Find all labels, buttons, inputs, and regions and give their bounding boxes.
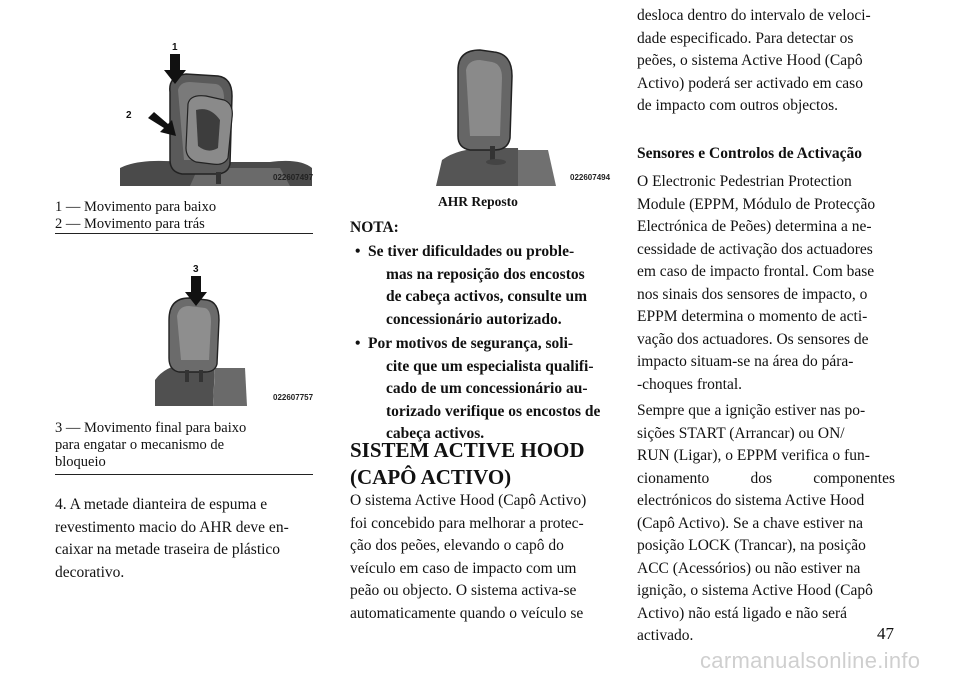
subheading-sensors: Sensores e Controlos de Activação: [637, 145, 863, 162]
callout-3: 3: [193, 264, 199, 275]
figure-code: 022607497: [273, 173, 314, 182]
caption-rule: [55, 233, 313, 234]
caption-figure-1: 1 — Movimento para baixo 2 — Movimento para trás: [55, 199, 217, 232]
figure-code: 022607494: [570, 173, 611, 182]
note-bullet-1: • Se tiver dificuldades ou proble- mas na reposição dos encostos de cabeça activos, consulte um concessionário autorizado.: [355, 243, 588, 328]
note-label: NOTA:: [350, 219, 399, 236]
active-hood-continued: desloca dentro do intervalo de veloci- dade especificado. Para detectar os peões, o sistema Active Hood (Capô Activo) poderá ser activado em caso de impacto com outros objectos.: [637, 7, 871, 114]
page-number: 47: [877, 624, 894, 643]
callout-1: 1: [172, 42, 178, 53]
active-hood-intro: O sistema Active Hood (Capô Activo) foi concebido para melhorar a protec- ção dos peões, elevando o capô do veículo em caso de impacto com um peão ou objecto. O sistema activa-se automaticamente quando o veículo se: [350, 492, 587, 622]
watermark: carmanualsonline.info: [700, 648, 921, 673]
section-heading: SISTEM ACTIVE HOOD (CAPÔ ACTIVO): [350, 438, 585, 489]
caption-figure-2: 3 — Movimento final para baixo para engatar o mecanismo de bloqueio: [55, 420, 247, 470]
figure-code: 022607757: [273, 393, 314, 402]
figure-headrest-release: [120, 40, 312, 186]
step-4-text: 4. A metade dianteira de espuma e revestimento macio do AHR deve en- caixar na metade traseira de plástico decorativo.: [55, 496, 289, 581]
caption-ahr-reset: AHR Reposto: [438, 194, 518, 209]
callout-2: 2: [126, 110, 132, 121]
sensors-paragraph: O Electronic Pedestrian Protection Module (EPPM, Módulo de Protecção Electrónica de Peões) determina a ne- cessidade de activação dos actuadores em caso de impacto frontal. Com base nos sinais dos sensores de impacto, o EPPM determina o momento de acti- vação dos actuadores. Os sensores de impacto situam-se na área do pára- -choques frontal.: [637, 173, 876, 393]
caption-rule: [55, 474, 313, 475]
figure-ahr-reset: [418, 40, 610, 186]
figure-headrest-lock: [155, 260, 312, 406]
ignition-paragraph: Sempre que a ignição estiver nas po- sições START (Arrancar) ou ON/ RUN (Ligar), o EPPM verifica o fun- cionamento dos componentes electrónicos do sistema Active Hood (Capô Activo). Se a chave estiver na posição LOCK (Trancar), na posição ACC (Acessórios) ou não estiver na ignição, o sistema Active Hood (Capô Activo) não está ligado e não será activado.: [637, 402, 895, 644]
note-bullet-2: • Por motivos de segurança, soli- cite que um especialista qualifi- cado de um concessionário au- torizado verifique os encostos de cabeça activos.: [355, 335, 601, 442]
